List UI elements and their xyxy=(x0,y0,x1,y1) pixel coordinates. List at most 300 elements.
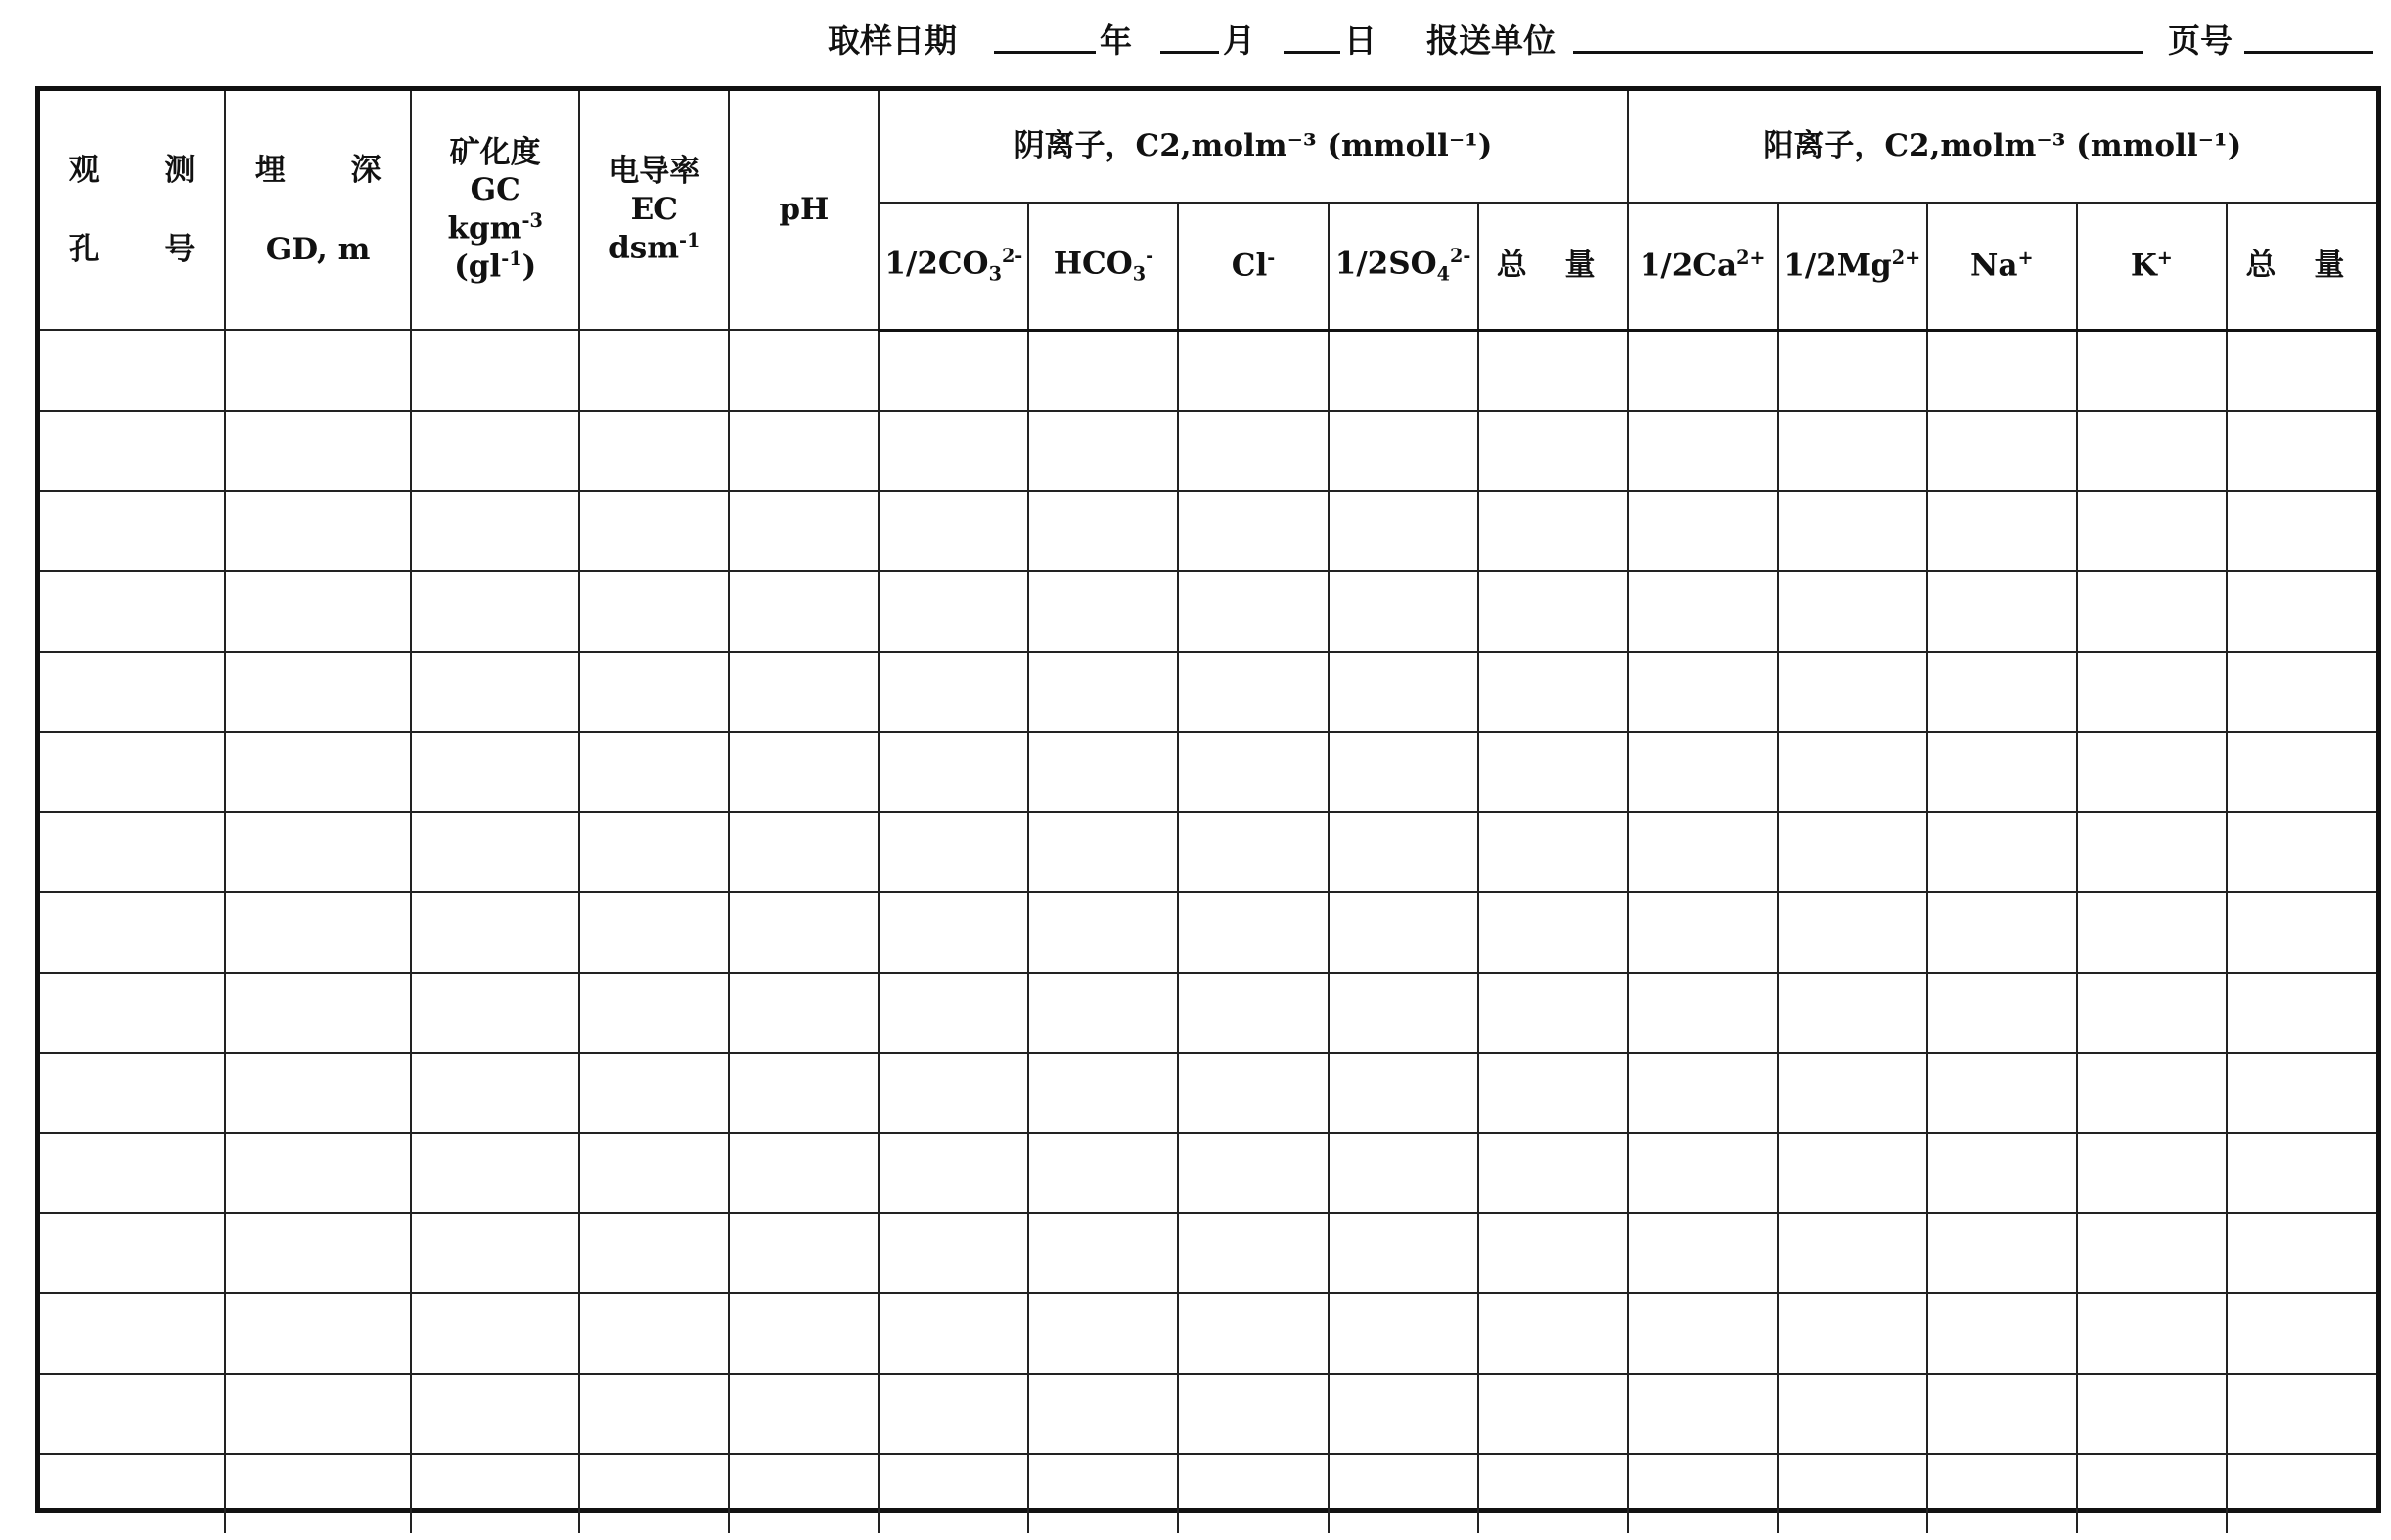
cell-k[interactable] xyxy=(2077,1053,2227,1133)
cell-so4[interactable] xyxy=(1329,892,1478,973)
cell-input-ca[interactable] xyxy=(1629,813,1777,891)
cell-ph[interactable] xyxy=(729,973,879,1053)
cell-co3[interactable] xyxy=(879,1454,1028,1533)
cell-k[interactable] xyxy=(2077,732,2227,812)
cell-ph[interactable] xyxy=(729,330,879,411)
cell-input-ca[interactable] xyxy=(1629,1134,1777,1212)
cell-ca[interactable] xyxy=(1628,491,1778,571)
cell-input-ph[interactable] xyxy=(730,1375,878,1453)
cell-input-cl[interactable] xyxy=(1179,653,1327,731)
cell-ec[interactable] xyxy=(579,652,729,732)
cell-input-gc[interactable] xyxy=(412,331,578,410)
cell-input-co3[interactable] xyxy=(880,332,1027,410)
cell-hco3[interactable] xyxy=(1028,973,1178,1053)
cell-ph[interactable] xyxy=(729,732,879,812)
cell-co3[interactable] xyxy=(879,411,1028,491)
cell-anion-total[interactable] xyxy=(1478,892,1628,973)
cell-gc[interactable] xyxy=(411,1053,579,1133)
cell-gc[interactable] xyxy=(411,812,579,892)
cell-input-cation-total[interactable] xyxy=(2228,1214,2376,1292)
cell-input-no[interactable] xyxy=(40,893,224,972)
cell-input-anion-total[interactable] xyxy=(1479,332,1627,410)
cell-input-gc[interactable] xyxy=(412,1375,578,1453)
cell-input-cl[interactable] xyxy=(1179,492,1327,570)
cell-mg[interactable] xyxy=(1778,1293,1927,1374)
cell-input-na[interactable] xyxy=(1928,412,2076,490)
cell-input-mg[interactable] xyxy=(1779,733,1926,811)
cell-cl[interactable] xyxy=(1178,1454,1328,1533)
cell-input-hco3[interactable] xyxy=(1029,1134,1177,1212)
cell-cation-total[interactable] xyxy=(2227,732,2376,812)
cell-input-k[interactable] xyxy=(2078,1054,2226,1132)
cell-cation-total[interactable] xyxy=(2227,491,2376,571)
cell-ec[interactable] xyxy=(579,571,729,652)
cell-input-no[interactable] xyxy=(40,1294,224,1373)
cell-input-cation-total[interactable] xyxy=(2228,653,2376,731)
cell-input-ec[interactable] xyxy=(580,893,728,972)
cell-so4[interactable] xyxy=(1329,812,1478,892)
cell-cation-total[interactable] xyxy=(2227,330,2376,411)
cell-depth[interactable] xyxy=(225,1374,411,1454)
cell-input-so4[interactable] xyxy=(1330,653,1477,731)
cell-input-cation-total[interactable] xyxy=(2228,1294,2376,1373)
cell-input-hco3[interactable] xyxy=(1029,974,1177,1052)
cell-gc[interactable] xyxy=(411,1454,579,1533)
cell-no[interactable] xyxy=(40,732,225,812)
cell-so4[interactable] xyxy=(1329,411,1478,491)
cell-input-anion-total[interactable] xyxy=(1479,412,1627,490)
cell-input-cation-total[interactable] xyxy=(2228,492,2376,570)
cell-input-no[interactable] xyxy=(40,1455,224,1533)
cell-input-ec[interactable] xyxy=(580,412,728,490)
cell-co3[interactable] xyxy=(879,1053,1028,1133)
cell-depth[interactable] xyxy=(225,330,411,411)
cell-ca[interactable] xyxy=(1628,330,1778,411)
cell-input-co3[interactable] xyxy=(880,813,1027,891)
cell-input-na[interactable] xyxy=(1928,653,2076,731)
cell-na[interactable] xyxy=(1927,812,2077,892)
cell-cl[interactable] xyxy=(1178,1053,1328,1133)
cell-co3[interactable] xyxy=(879,491,1028,571)
cell-mg[interactable] xyxy=(1778,973,1927,1053)
cell-input-gc[interactable] xyxy=(412,1455,578,1533)
cell-input-no[interactable] xyxy=(40,1375,224,1453)
cell-depth[interactable] xyxy=(225,411,411,491)
cell-input-na[interactable] xyxy=(1928,1294,2076,1373)
cell-input-so4[interactable] xyxy=(1330,974,1477,1052)
cell-na[interactable] xyxy=(1927,491,2077,571)
cell-input-cation-total[interactable] xyxy=(2228,1054,2376,1132)
cell-input-gc[interactable] xyxy=(412,1054,578,1132)
cell-no[interactable] xyxy=(40,1133,225,1213)
cell-input-na[interactable] xyxy=(1928,492,2076,570)
cell-input-gc[interactable] xyxy=(412,1214,578,1292)
cell-input-no[interactable] xyxy=(40,492,224,570)
cell-input-ec[interactable] xyxy=(580,733,728,811)
cell-mg[interactable] xyxy=(1778,732,1927,812)
cell-so4[interactable] xyxy=(1329,732,1478,812)
cell-input-so4[interactable] xyxy=(1330,1455,1477,1533)
cell-input-so4[interactable] xyxy=(1330,813,1477,891)
cell-mg[interactable] xyxy=(1778,571,1927,652)
cell-k[interactable] xyxy=(2077,1133,2227,1213)
cell-input-ca[interactable] xyxy=(1629,492,1777,570)
cell-anion-total[interactable] xyxy=(1478,491,1628,571)
cell-input-anion-total[interactable] xyxy=(1479,893,1627,972)
cell-input-depth[interactable] xyxy=(226,492,410,570)
cell-input-ca[interactable] xyxy=(1629,1455,1777,1533)
cell-input-ph[interactable] xyxy=(730,1214,878,1292)
cell-input-cation-total[interactable] xyxy=(2228,1134,2376,1212)
cell-input-co3[interactable] xyxy=(880,1455,1027,1533)
cell-input-gc[interactable] xyxy=(412,1134,578,1212)
cell-ca[interactable] xyxy=(1628,973,1778,1053)
cell-input-na[interactable] xyxy=(1928,1375,2076,1453)
cell-mg[interactable] xyxy=(1778,411,1927,491)
cell-input-ph[interactable] xyxy=(730,331,878,410)
cell-input-no[interactable] xyxy=(40,412,224,490)
cell-input-gc[interactable] xyxy=(412,412,578,490)
cell-na[interactable] xyxy=(1927,1293,2077,1374)
cell-no[interactable] xyxy=(40,892,225,973)
page-number-field[interactable] xyxy=(2244,18,2373,54)
cell-input-hco3[interactable] xyxy=(1029,412,1177,490)
cell-input-cl[interactable] xyxy=(1179,813,1327,891)
cell-ca[interactable] xyxy=(1628,652,1778,732)
cell-input-na[interactable] xyxy=(1928,1134,2076,1212)
cell-input-mg[interactable] xyxy=(1779,492,1926,570)
cell-input-na[interactable] xyxy=(1928,572,2076,651)
cell-input-gc[interactable] xyxy=(412,653,578,731)
cell-input-mg[interactable] xyxy=(1779,332,1926,410)
cell-na[interactable] xyxy=(1927,1454,2077,1533)
cell-cation-total[interactable] xyxy=(2227,1133,2376,1213)
cell-input-anion-total[interactable] xyxy=(1479,1134,1627,1212)
cell-input-anion-total[interactable] xyxy=(1479,572,1627,651)
cell-mg[interactable] xyxy=(1778,330,1927,411)
cell-k[interactable] xyxy=(2077,1293,2227,1374)
cell-so4[interactable] xyxy=(1329,1053,1478,1133)
cell-cation-total[interactable] xyxy=(2227,411,2376,491)
cell-input-k[interactable] xyxy=(2078,733,2226,811)
cell-hco3[interactable] xyxy=(1028,1213,1178,1293)
cell-input-k[interactable] xyxy=(2078,572,2226,651)
cell-cation-total[interactable] xyxy=(2227,571,2376,652)
cell-depth[interactable] xyxy=(225,812,411,892)
cell-co3[interactable] xyxy=(879,892,1028,973)
cell-input-gc[interactable] xyxy=(412,813,578,891)
cell-input-no[interactable] xyxy=(40,572,224,651)
cell-ec[interactable] xyxy=(579,411,729,491)
cell-input-anion-total[interactable] xyxy=(1479,653,1627,731)
cell-anion-total[interactable] xyxy=(1478,1133,1628,1213)
cell-input-hco3[interactable] xyxy=(1029,733,1177,811)
cell-depth[interactable] xyxy=(225,1213,411,1293)
cell-input-hco3[interactable] xyxy=(1029,1294,1177,1373)
cell-input-co3[interactable] xyxy=(880,412,1027,490)
cell-anion-total[interactable] xyxy=(1478,571,1628,652)
cell-anion-total[interactable] xyxy=(1478,1374,1628,1454)
cell-cation-total[interactable] xyxy=(2227,973,2376,1053)
cell-input-hco3[interactable] xyxy=(1029,1455,1177,1533)
cell-so4[interactable] xyxy=(1329,1293,1478,1374)
cell-input-so4[interactable] xyxy=(1330,572,1477,651)
cell-input-cation-total[interactable] xyxy=(2228,572,2376,651)
cell-cl[interactable] xyxy=(1178,812,1328,892)
cell-hco3[interactable] xyxy=(1028,1293,1178,1374)
cell-input-cation-total[interactable] xyxy=(2228,412,2376,490)
cell-input-k[interactable] xyxy=(2078,893,2226,972)
cell-k[interactable] xyxy=(2077,812,2227,892)
cell-k[interactable] xyxy=(2077,973,2227,1053)
cell-mg[interactable] xyxy=(1778,892,1927,973)
cell-input-co3[interactable] xyxy=(880,653,1027,731)
cell-input-ph[interactable] xyxy=(730,974,878,1052)
cell-mg[interactable] xyxy=(1778,1213,1927,1293)
cell-input-co3[interactable] xyxy=(880,1054,1027,1132)
cell-ph[interactable] xyxy=(729,1374,879,1454)
cell-input-anion-total[interactable] xyxy=(1479,813,1627,891)
cell-ca[interactable] xyxy=(1628,571,1778,652)
cell-mg[interactable] xyxy=(1778,1053,1927,1133)
cell-ca[interactable] xyxy=(1628,1213,1778,1293)
cell-input-so4[interactable] xyxy=(1330,1375,1477,1453)
cell-so4[interactable] xyxy=(1329,1454,1478,1533)
cell-input-hco3[interactable] xyxy=(1029,1054,1177,1132)
cell-input-so4[interactable] xyxy=(1330,1294,1477,1373)
cell-depth[interactable] xyxy=(225,491,411,571)
cell-cation-total[interactable] xyxy=(2227,652,2376,732)
day-field[interactable] xyxy=(1284,18,1340,54)
cell-k[interactable] xyxy=(2077,571,2227,652)
cell-input-ec[interactable] xyxy=(580,492,728,570)
cell-input-hco3[interactable] xyxy=(1029,653,1177,731)
cell-hco3[interactable] xyxy=(1028,330,1178,411)
cell-depth[interactable] xyxy=(225,571,411,652)
cell-input-no[interactable] xyxy=(40,653,224,731)
cell-input-cl[interactable] xyxy=(1179,1455,1327,1533)
cell-depth[interactable] xyxy=(225,732,411,812)
cell-cl[interactable] xyxy=(1178,571,1328,652)
cell-co3[interactable] xyxy=(879,1293,1028,1374)
cell-k[interactable] xyxy=(2077,892,2227,973)
cell-input-so4[interactable] xyxy=(1330,332,1477,410)
cell-hco3[interactable] xyxy=(1028,1374,1178,1454)
cell-input-gc[interactable] xyxy=(412,572,578,651)
cell-ph[interactable] xyxy=(729,571,879,652)
cell-co3[interactable] xyxy=(879,571,1028,652)
cell-input-ph[interactable] xyxy=(730,412,878,490)
cell-no[interactable] xyxy=(40,652,225,732)
cell-input-co3[interactable] xyxy=(880,492,1027,570)
cell-input-gc[interactable] xyxy=(412,893,578,972)
cell-na[interactable] xyxy=(1927,1053,2077,1133)
cell-input-no[interactable] xyxy=(40,1134,224,1212)
cell-gc[interactable] xyxy=(411,411,579,491)
cell-input-mg[interactable] xyxy=(1779,974,1926,1052)
cell-cl[interactable] xyxy=(1178,652,1328,732)
cell-cation-total[interactable] xyxy=(2227,892,2376,973)
cell-depth[interactable] xyxy=(225,652,411,732)
cell-input-co3[interactable] xyxy=(880,1375,1027,1453)
cell-input-so4[interactable] xyxy=(1330,733,1477,811)
cell-co3[interactable] xyxy=(879,652,1028,732)
cell-ph[interactable] xyxy=(729,411,879,491)
cell-input-cl[interactable] xyxy=(1179,974,1327,1052)
cell-input-depth[interactable] xyxy=(226,331,410,410)
unit-field[interactable] xyxy=(1573,18,2143,54)
cell-ph[interactable] xyxy=(729,892,879,973)
cell-so4[interactable] xyxy=(1329,652,1478,732)
cell-input-ca[interactable] xyxy=(1629,1214,1777,1292)
cell-k[interactable] xyxy=(2077,411,2227,491)
cell-so4[interactable] xyxy=(1329,1374,1478,1454)
cell-input-ph[interactable] xyxy=(730,893,878,972)
cell-input-k[interactable] xyxy=(2078,653,2226,731)
cell-input-depth[interactable] xyxy=(226,653,410,731)
cell-na[interactable] xyxy=(1927,973,2077,1053)
cell-input-mg[interactable] xyxy=(1779,412,1926,490)
cell-ca[interactable] xyxy=(1628,411,1778,491)
cell-na[interactable] xyxy=(1927,1213,2077,1293)
cell-input-cation-total[interactable] xyxy=(2228,974,2376,1052)
cell-cl[interactable] xyxy=(1178,1374,1328,1454)
cell-ec[interactable] xyxy=(579,973,729,1053)
cell-input-depth[interactable] xyxy=(226,412,410,490)
cell-gc[interactable] xyxy=(411,732,579,812)
cell-k[interactable] xyxy=(2077,1213,2227,1293)
cell-ph[interactable] xyxy=(729,1213,879,1293)
cell-ph[interactable] xyxy=(729,652,879,732)
cell-input-k[interactable] xyxy=(2078,1455,2226,1533)
cell-so4[interactable] xyxy=(1329,1133,1478,1213)
cell-input-so4[interactable] xyxy=(1330,1054,1477,1132)
cell-input-co3[interactable] xyxy=(880,572,1027,651)
cell-anion-total[interactable] xyxy=(1478,1454,1628,1533)
cell-input-ph[interactable] xyxy=(730,572,878,651)
cell-input-hco3[interactable] xyxy=(1029,1375,1177,1453)
cell-no[interactable] xyxy=(40,1374,225,1454)
cell-cl[interactable] xyxy=(1178,411,1328,491)
cell-input-cl[interactable] xyxy=(1179,412,1327,490)
cell-k[interactable] xyxy=(2077,330,2227,411)
cell-ca[interactable] xyxy=(1628,812,1778,892)
cell-input-depth[interactable] xyxy=(226,733,410,811)
cell-input-ph[interactable] xyxy=(730,1455,878,1533)
cell-input-so4[interactable] xyxy=(1330,1214,1477,1292)
cell-ph[interactable] xyxy=(729,812,879,892)
cell-gc[interactable] xyxy=(411,571,579,652)
cell-input-mg[interactable] xyxy=(1779,1455,1926,1533)
cell-anion-total[interactable] xyxy=(1478,1293,1628,1374)
cell-input-co3[interactable] xyxy=(880,893,1027,972)
cell-input-k[interactable] xyxy=(2078,813,2226,891)
cell-input-ec[interactable] xyxy=(580,1455,728,1533)
cell-k[interactable] xyxy=(2077,1454,2227,1533)
cell-cation-total[interactable] xyxy=(2227,812,2376,892)
cell-gc[interactable] xyxy=(411,892,579,973)
cell-no[interactable] xyxy=(40,1454,225,1533)
cell-cation-total[interactable] xyxy=(2227,1374,2376,1454)
cell-input-depth[interactable] xyxy=(226,1294,410,1373)
cell-input-ec[interactable] xyxy=(580,331,728,410)
cell-cl[interactable] xyxy=(1178,892,1328,973)
cell-ec[interactable] xyxy=(579,1454,729,1533)
cell-mg[interactable] xyxy=(1778,1374,1927,1454)
cell-input-anion-total[interactable] xyxy=(1479,1375,1627,1453)
cell-ph[interactable] xyxy=(729,491,879,571)
cell-input-ec[interactable] xyxy=(580,1134,728,1212)
cell-ph[interactable] xyxy=(729,1454,879,1533)
day-input[interactable] xyxy=(1284,23,1340,57)
cell-input-co3[interactable] xyxy=(880,733,1027,811)
cell-input-no[interactable] xyxy=(40,974,224,1052)
cell-ca[interactable] xyxy=(1628,1053,1778,1133)
cell-input-anion-total[interactable] xyxy=(1479,1054,1627,1132)
cell-ca[interactable] xyxy=(1628,892,1778,973)
cell-mg[interactable] xyxy=(1778,812,1927,892)
cell-input-ph[interactable] xyxy=(730,733,878,811)
cell-input-ec[interactable] xyxy=(580,1294,728,1373)
cell-input-cation-total[interactable] xyxy=(2228,893,2376,972)
cell-so4[interactable] xyxy=(1329,571,1478,652)
cell-input-co3[interactable] xyxy=(880,974,1027,1052)
cell-co3[interactable] xyxy=(879,973,1028,1053)
cell-input-k[interactable] xyxy=(2078,1294,2226,1373)
cell-input-so4[interactable] xyxy=(1330,1134,1477,1212)
cell-depth[interactable] xyxy=(225,1293,411,1374)
cell-input-cation-total[interactable] xyxy=(2228,1455,2376,1533)
cell-input-co3[interactable] xyxy=(880,1214,1027,1292)
cell-co3[interactable] xyxy=(879,1213,1028,1293)
cell-co3[interactable] xyxy=(879,330,1028,411)
cell-mg[interactable] xyxy=(1778,652,1927,732)
cell-input-na[interactable] xyxy=(1928,974,2076,1052)
cell-k[interactable] xyxy=(2077,1374,2227,1454)
cell-input-mg[interactable] xyxy=(1779,653,1926,731)
cell-depth[interactable] xyxy=(225,892,411,973)
cell-input-no[interactable] xyxy=(40,1214,224,1292)
cell-input-gc[interactable] xyxy=(412,1294,578,1373)
cell-input-hco3[interactable] xyxy=(1029,572,1177,651)
cell-k[interactable] xyxy=(2077,491,2227,571)
cell-hco3[interactable] xyxy=(1028,1454,1178,1533)
cell-input-depth[interactable] xyxy=(226,572,410,651)
cell-ec[interactable] xyxy=(579,330,729,411)
cell-input-hco3[interactable] xyxy=(1029,1214,1177,1292)
cell-input-na[interactable] xyxy=(1928,893,2076,972)
cell-cl[interactable] xyxy=(1178,330,1328,411)
cell-input-na[interactable] xyxy=(1928,1054,2076,1132)
cell-input-mg[interactable] xyxy=(1779,1375,1926,1453)
unit-input[interactable] xyxy=(1573,23,2143,57)
cell-no[interactable] xyxy=(40,411,225,491)
cell-cl[interactable] xyxy=(1178,1133,1328,1213)
cell-input-na[interactable] xyxy=(1928,1455,2076,1533)
cell-input-depth[interactable] xyxy=(226,974,410,1052)
cell-input-cl[interactable] xyxy=(1179,1134,1327,1212)
cell-ec[interactable] xyxy=(579,1293,729,1374)
cell-input-ca[interactable] xyxy=(1629,572,1777,651)
cell-ca[interactable] xyxy=(1628,732,1778,812)
cell-ec[interactable] xyxy=(579,812,729,892)
cell-ca[interactable] xyxy=(1628,1293,1778,1374)
cell-input-no[interactable] xyxy=(40,733,224,811)
cell-input-anion-total[interactable] xyxy=(1479,1294,1627,1373)
cell-anion-total[interactable] xyxy=(1478,812,1628,892)
cell-input-ca[interactable] xyxy=(1629,412,1777,490)
cell-ca[interactable] xyxy=(1628,1374,1778,1454)
